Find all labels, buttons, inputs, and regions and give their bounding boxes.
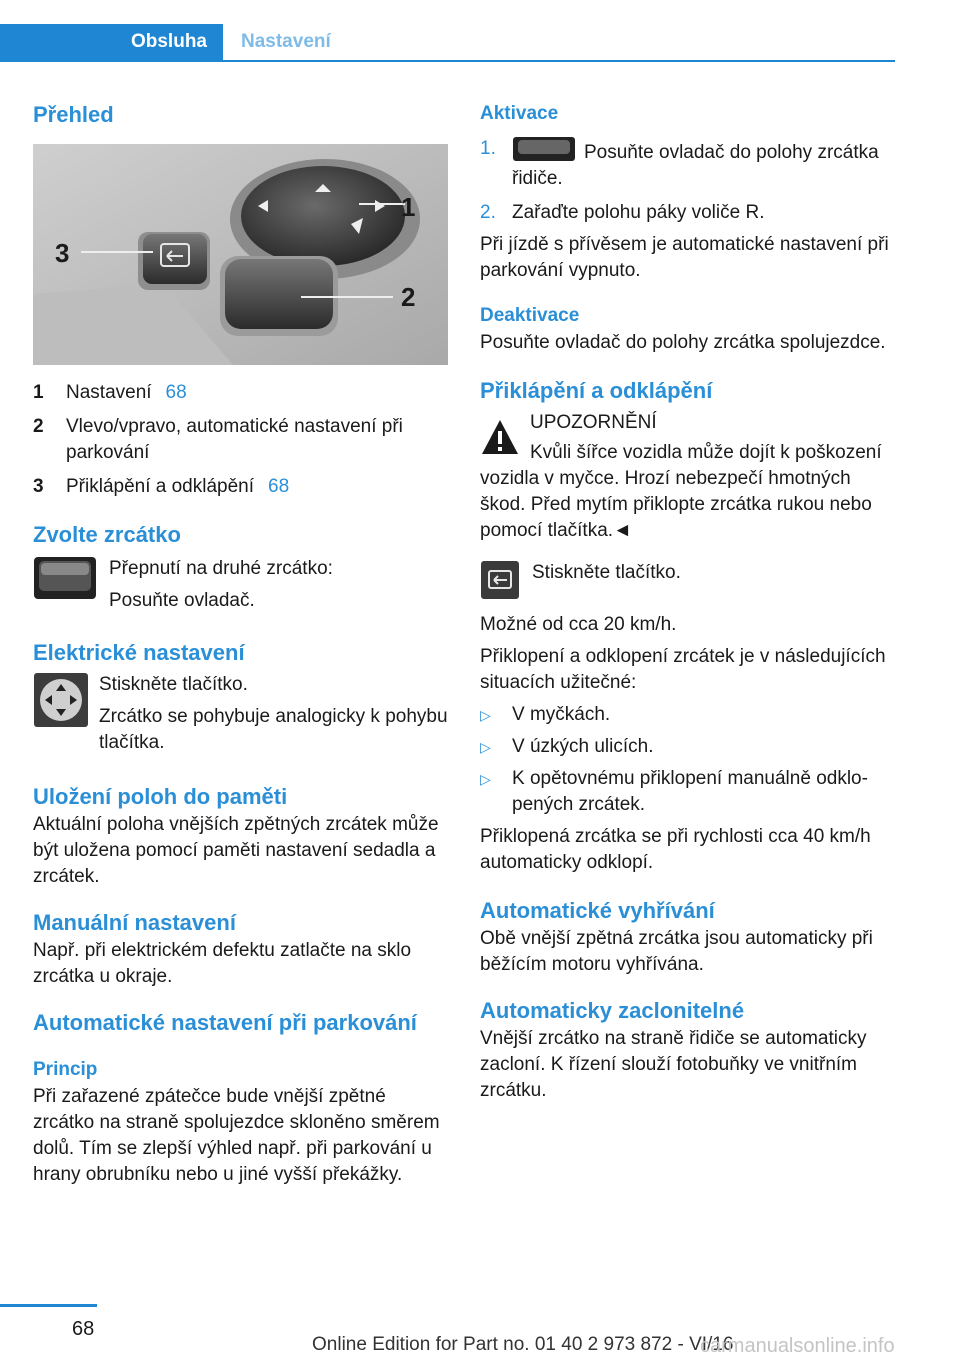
figure-callout-3: 3: [55, 238, 70, 268]
left-column: [33, 100, 448, 1188]
page-reference-link[interactable]: 68: [268, 476, 290, 497]
tab-nastaveni[interactable]: Nastavení: [241, 31, 331, 52]
activation-step: [480, 136, 896, 192]
heating-text: Obě vnější zpětná zrcátka jsou automaticky při běžícím motoru vyhřívána.: [480, 928, 873, 975]
list-item-text: V úzkých ulicích.: [512, 736, 654, 757]
warning-block: [480, 410, 896, 544]
triangle-bullet-icon: ▷: [480, 707, 491, 723]
header-rule: [0, 60, 895, 62]
list-item: [480, 734, 896, 760]
footer-rule: [0, 1304, 97, 1307]
legend-item: [33, 380, 448, 406]
electric-adjust-line1: Stiskněte tlačítko.: [99, 674, 248, 695]
triangle-bullet-icon: ▷: [480, 739, 491, 755]
warning-text: Kvůli šířce vozidla může dojít k poškození vozidla v myčce. Hrozí nebezpečí hmotných škod. Před mytím přiklopte zrcátka rukou nebo pomocí tlačítka.◄: [480, 442, 882, 541]
legend-text: Přiklápění a odklápění: [66, 476, 255, 497]
select-mirror-line1: Přepnutí na druhé zrcátko:: [109, 558, 333, 579]
overview-title: Přehled: [33, 102, 114, 127]
dimming-text: Vnější zrcátko na straně řidiče se automaticky zacloní. K řízení slouží fotobuňky ve vnitřním zrcátku.: [480, 1028, 867, 1101]
dimming-title: Automaticky zaclonitelné: [480, 998, 745, 1023]
list-item-text: V myčkách.: [512, 704, 611, 725]
select-mirror-line2: Posuňte ovladač.: [109, 590, 255, 611]
fold-auto-text: Přiklopená zrcátka se při rychlosti cca 40 km/h automaticky odklopí.: [480, 826, 871, 873]
mirror-switch-icon: [512, 136, 576, 162]
fold-button-block: [480, 560, 896, 600]
figure-callout-1: 1: [401, 192, 416, 222]
electric-adjust-block: [33, 672, 448, 756]
right-column: [480, 100, 896, 1104]
activation-title: Aktivace: [480, 103, 559, 124]
mirror-switch-icon: [33, 556, 97, 600]
warning-label: UPOZORNĚNÍ: [530, 412, 657, 433]
step-text: Zařaďte polohu páky voliče R.: [512, 202, 765, 223]
principle-title: Princip: [33, 1059, 98, 1080]
activation-note: Při jízdě s přívěsem je automatické nastavení při parkování vypnuto.: [480, 234, 889, 281]
page-number: 68: [72, 1318, 95, 1340]
manual-adjust-text: Např. při elektrickém defektu zatlačte na sklo zrcátka u okraje.: [33, 940, 412, 987]
watermark: carmanualsonline.info: [700, 1335, 895, 1357]
deactivation-text: Posuňte ovladač do polohy zrcátka spolujezdce.: [480, 332, 886, 353]
page-reference-link[interactable]: 68: [165, 382, 187, 403]
memory-title: Uložení poloh do paměti: [33, 784, 288, 809]
list-item-text: K opětovnému přiklopení manuálně odklopených zrcátek.: [512, 768, 868, 815]
mirror-control-figure: [33, 144, 448, 365]
fold-mirror-button-icon: [480, 560, 520, 600]
legend-number: 3: [33, 476, 44, 497]
principle-text: Při zařazené zpátečce bude vnější zpětné zrcátko na straně spolujezdce skloněno směrem dolů. Tím se zlepší výhled např. při parkování u hrany obrubníku nebo u jiné vyšší překážky.: [33, 1086, 440, 1185]
select-mirror-block: [33, 556, 448, 614]
legend-text: Nastavení: [66, 382, 152, 403]
fold-press-text: Stiskněte tlačítko.: [532, 562, 681, 583]
legend-number: 1: [33, 382, 44, 403]
parking-tilt-title: Automatické nastavení při parkování: [33, 1010, 417, 1035]
step-number: 2.: [480, 202, 496, 223]
figure-callout-2: 2: [401, 282, 416, 312]
electric-adjust-title: Elektrické nastavení: [33, 640, 245, 665]
list-item: [480, 702, 896, 728]
fold-useful-text: Přiklopení a odklopení zrcátek je v následujících situacích užitečné:: [480, 646, 886, 693]
manual-adjust-title: Manuální nastavení: [33, 910, 236, 935]
memory-text: Aktuální poloha vnějších zpětných zrcátek může být uložena pomocí paměti nastavení sedadla a zrcátek.: [33, 814, 439, 887]
tab-obsluha[interactable]: Obsluha: [0, 24, 223, 60]
deactivation-title: Deaktivace: [480, 305, 580, 326]
heating-title: Automatické vyhřívání: [480, 898, 715, 923]
edition-note: Online Edition for Part no. 01 40 2 973 872 - VI/16: [312, 1334, 734, 1355]
electric-adjust-line2: Zrcátko se pohybuje analogicky k pohybu tlačítka.: [99, 706, 448, 753]
fold-situations-list: [480, 702, 896, 818]
activation-step: [480, 200, 896, 226]
legend-text: Vlevo/vpravo, automatické nastavení při parkování: [66, 416, 403, 463]
header-bar: [0, 24, 895, 62]
select-mirror-title: Zvolte zrcátko: [33, 522, 181, 547]
list-item: [480, 766, 896, 818]
fold-speed-text: Možné od cca 20 km/h.: [480, 614, 677, 635]
step-number: 1.: [480, 138, 496, 159]
legend-number: 2: [33, 416, 44, 437]
mirror-joystick-icon: [33, 672, 89, 728]
step-text: Posuňte ovladač do polohy zrcátka řidiče.: [512, 142, 879, 189]
figure-legend: [33, 380, 448, 500]
legend-item: [33, 474, 448, 500]
triangle-bullet-icon: ▷: [480, 771, 491, 787]
legend-item: [33, 414, 448, 466]
fold-title: Přiklápění a odklápění: [480, 378, 713, 403]
warning-triangle-icon: [480, 418, 520, 456]
